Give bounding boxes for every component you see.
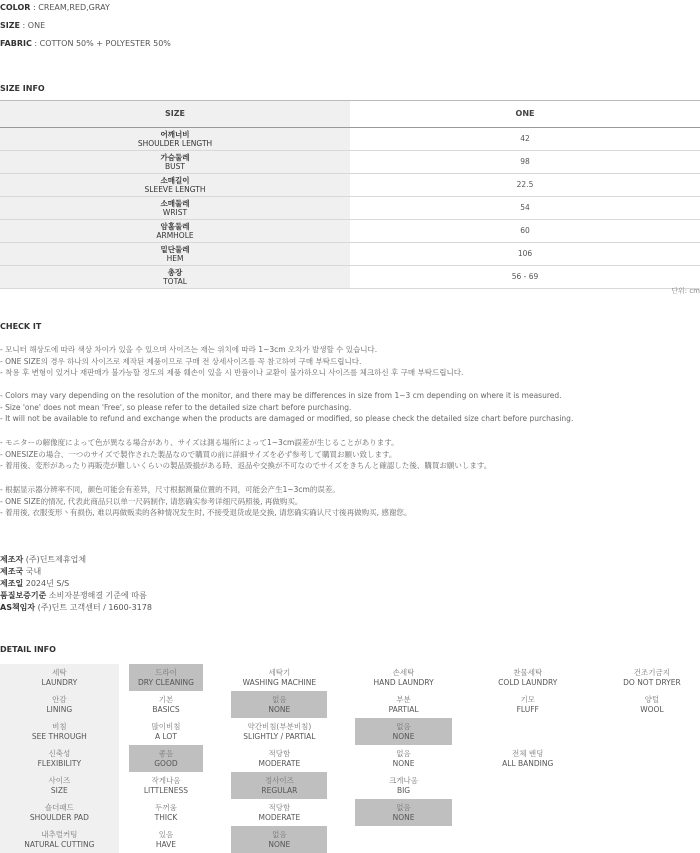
detail-option-en: NONE (392, 758, 415, 768)
detail-option-ko: 세탁기 (268, 667, 291, 677)
detail-category-ko: 안감 (52, 694, 67, 704)
detail-option-en: ALL BANDING (502, 758, 554, 768)
detail-option (231, 799, 327, 826)
check-korean-line: - 착용 후 변형이 있거나 재판매가 불가능할 정도의 제품 훼손이 있을 시 반품이나 교환이 불가하오니 사이즈를 체크하신 후 구매 부탁드립니다. (0, 368, 464, 378)
detail-category-en: NATURAL CUTTING (24, 839, 95, 849)
detail-option (480, 799, 576, 826)
size-row-label-en: ARMHOLE (156, 231, 194, 240)
size-row-label-en: BUST (165, 162, 185, 171)
size-row (0, 220, 700, 243)
maker-value: (주)딘트제휴업체 (23, 555, 87, 564)
detail-option-ko: 없음 (272, 829, 287, 839)
detail-option-ko: 양털 (644, 694, 660, 704)
detail-table (0, 664, 700, 853)
detail-row (0, 664, 700, 691)
manufacturer-line (0, 578, 152, 590)
detail-category-en: LINING (46, 704, 73, 714)
detail-option (480, 691, 576, 718)
fabric-line (0, 38, 171, 49)
size-row-label-ko: 밑단둘레 (160, 245, 190, 254)
detail-row (0, 826, 700, 853)
size-table-header (0, 101, 700, 128)
detail-option-ko: 크게나옴 (389, 775, 419, 785)
detail-option (355, 664, 451, 691)
check-english-line: - Colors may vary depending on the resolution of the monitor, and there may be differences in size from 1~3 cm depending on where it is measured. (0, 391, 562, 400)
detail-option-ko: 약간비침(부분비침) (247, 721, 312, 731)
detail-option-ko: 드라이 (155, 667, 177, 677)
detail-option-ko: 손세탁 (392, 667, 415, 677)
detail-option (480, 772, 576, 799)
detail-option-en: LITTLENESS (143, 785, 189, 795)
size-row (0, 174, 700, 197)
size-row-label-ko: 어깨너비 (160, 130, 190, 139)
detail-option (129, 691, 204, 718)
date-label: 제조일 (0, 579, 24, 588)
size-row-label-en: SHOULDER LENGTH (137, 139, 213, 148)
size-label: SIZE (0, 21, 21, 30)
size-row-value: 56 - 69 (511, 272, 539, 281)
check-english-line: - Size 'one' does not mean 'Free', so please refer to the detailed size chart before purchasing. (0, 402, 352, 412)
size-row-label-en: TOTAL (163, 277, 187, 286)
size-row-label (0, 151, 350, 173)
detail-option-en: A LOT (155, 731, 177, 741)
detail-option-en: PARTIAL (388, 704, 419, 714)
check-japanese (0, 437, 491, 472)
detail-option (355, 745, 451, 772)
detail-category (0, 718, 119, 745)
detail-option-en: REGULAR (261, 785, 298, 795)
detail-option (604, 826, 700, 853)
size-row-value: 22.5 (516, 180, 534, 189)
detail-category-en: SIZE (50, 785, 68, 795)
size-row (0, 151, 700, 174)
size-row-label-ko: 암홀둘레 (160, 222, 190, 231)
detail-option-en: SLIGHTLY / PARTIAL (243, 731, 316, 741)
check-korean-line: - 모니터 해상도에 따라 색상 차이가 있을 수 있으며 사이즈는 재는 위치에 따라 1~3cm 오차가 발생할 수 있습니다. (0, 345, 378, 354)
detail-option (604, 691, 700, 718)
detail-option (231, 664, 327, 691)
manufacturer-line (0, 590, 152, 602)
check-chinese-line: - 着用後, 衣服变形丶有损伤, 难以再做贩卖的各种情况发生时, 不接受退货或是交换, 请您确实确认尺寸後再做购买, 感谢您。 (0, 508, 412, 518)
check-english (0, 390, 573, 425)
size-info-title: SIZE INFO (0, 84, 45, 93)
size-row (0, 243, 700, 266)
color-line (0, 2, 110, 13)
size-table (0, 100, 700, 289)
detail-option (355, 826, 451, 853)
detail-option (604, 664, 700, 691)
country-label: 제조국 (0, 567, 24, 576)
detail-row (0, 718, 700, 745)
detail-option (231, 826, 327, 853)
detail-option-ko: 부분 (396, 694, 411, 704)
size-line (0, 20, 45, 31)
detail-option-en: DRY CLEANING (137, 677, 194, 687)
size-header-label: SIZE (0, 101, 350, 127)
detail-category-ko: 신축성 (48, 748, 71, 758)
size-row-label (0, 174, 350, 196)
detail-category (0, 826, 119, 853)
detail-option-en: NONE (392, 812, 415, 822)
detail-option-en: DO NOT DRYER (623, 677, 681, 687)
check-chinese-line: - 根据显示器分辨率不同，颜色可能会有差异，尺寸根据测量位置的不同，可能会产生1~3cm的误差。 (0, 485, 340, 494)
detail-option (231, 772, 327, 799)
detail-option-ko: 많이비침 (151, 721, 181, 731)
detail-option-ko: 적당함 (268, 748, 291, 758)
detail-option-ko: 있음 (158, 829, 174, 839)
detail-option-ko: 기본 (158, 694, 174, 704)
size-value: : ONE (20, 21, 46, 30)
detail-option-ko: 좋음 (158, 748, 174, 758)
size-row-value: 54 (520, 203, 530, 212)
detail-option-ko: 없음 (272, 694, 287, 704)
maker-label: 제조자 (0, 555, 24, 564)
detail-row (0, 799, 700, 826)
detail-option (129, 772, 204, 799)
country-value: 국내 (23, 567, 42, 576)
warranty-label: 품질보증기준 (0, 591, 47, 600)
detail-category-en: SHOULDER PAD (29, 812, 89, 822)
size-row-value: 98 (520, 157, 530, 166)
detail-option-en: THICK (154, 812, 178, 822)
detail-option (231, 745, 327, 772)
detail-option-ko: 없음 (396, 748, 411, 758)
detail-option-en: HAND LAUNDRY (373, 677, 434, 687)
detail-option-ko: 전체 밴딩 (512, 748, 544, 758)
detail-option (604, 718, 700, 745)
fabric-label: FABRIC (0, 39, 32, 48)
size-row-label-ko: 총장 (167, 268, 183, 277)
detail-option (129, 745, 204, 772)
detail-option-en: COLD LAUNDRY (498, 677, 558, 687)
size-row-label-ko: 소매둘레 (160, 199, 190, 208)
detail-option-en: WOOL (640, 704, 664, 714)
detail-option-en: FLUFF (516, 704, 539, 714)
detail-option (129, 799, 204, 826)
detail-option-ko: 작게나옴 (151, 775, 181, 785)
detail-option-ko: 찬물세탁 (513, 667, 543, 677)
detail-row (0, 772, 700, 799)
detail-option-ko: 없음 (396, 721, 411, 731)
size-row-value: 42 (520, 134, 530, 143)
size-row (0, 197, 700, 220)
detail-option (480, 826, 576, 853)
size-row-label (0, 243, 350, 265)
detail-category-ko: 사이즈 (48, 775, 71, 785)
detail-option-en: NONE (268, 704, 291, 714)
manufacturer-line (0, 602, 152, 614)
size-row-value: 106 (517, 249, 533, 258)
detail-option-en: HAVE (155, 839, 177, 849)
detail-option-ko: 건조기금지 (633, 667, 671, 677)
detail-option-ko: 정사이즈 (264, 775, 294, 785)
check-chinese-line: - ONE SIZE的情况, 代表此商品只以单一尺码制作, 请您确实参考详细尺码照後, 再做购买。 (0, 496, 303, 506)
size-row-label (0, 266, 350, 288)
detail-row (0, 745, 700, 772)
check-english-line: - It will not be available to refund and exchange when the products are damaged or modified, so please check the detailed size chart before purchasing. (0, 414, 574, 424)
check-it-title: CHECK IT (0, 322, 42, 331)
detail-option-en: MODERATE (258, 812, 301, 822)
detail-category-en: LAUNDRY (41, 677, 78, 687)
detail-option (604, 745, 700, 772)
detail-option (231, 718, 327, 745)
fabric-value: : COTTON 50% + POLYESTER 50% (31, 39, 171, 48)
detail-category-ko: 내추럴커팅 (41, 829, 78, 839)
size-row-label (0, 220, 350, 242)
detail-row (0, 691, 700, 718)
size-row-label-ko: 소매길이 (160, 176, 190, 185)
detail-option-en: MODERATE (258, 758, 301, 768)
size-row (0, 128, 700, 151)
detail-category-ko: 비침 (52, 721, 67, 731)
detail-option (355, 718, 451, 745)
size-row-label (0, 128, 350, 150)
detail-option (231, 691, 327, 718)
detail-option (355, 799, 451, 826)
check-chinese (0, 484, 411, 519)
manufacturer-line (0, 554, 152, 566)
size-header-value: ONE (515, 109, 535, 118)
detail-category (0, 799, 119, 826)
detail-option (604, 799, 700, 826)
size-row-label (0, 197, 350, 219)
manufacturer-info (0, 554, 152, 614)
detail-option-ko: 없음 (396, 802, 411, 812)
detail-option (129, 826, 204, 853)
warranty-value: 소비자분쟁해결 기준에 따름 (46, 591, 147, 600)
size-row-label-ko: 가슴둘레 (160, 153, 190, 162)
check-japanese-line: - 着用後、変形があったり再販売が難しいくらいの製品毀損がある時、返品や交換が不可なのでサイズをきちんと確認した後、購買お願いします。 (0, 461, 492, 471)
detail-option (480, 664, 576, 691)
detail-category-ko: 세탁 (52, 667, 67, 677)
detail-option-ko: 적당함 (268, 802, 291, 812)
detail-option-en: NONE (268, 839, 291, 849)
detail-option (355, 772, 451, 799)
check-japanese-line: - モニターの解像度によって色が異なる場合があり、サイズは測る場所によって1~3cm誤差が生じることがあります。 (0, 438, 399, 447)
detail-category (0, 772, 119, 799)
detail-category-en: SEE THROUGH (31, 731, 87, 741)
detail-category (0, 691, 119, 718)
detail-option (355, 691, 451, 718)
check-korean (0, 344, 463, 379)
color-value: : CREAM,RED,GRAY (30, 3, 110, 12)
detail-category-ko: 숄더패드 (44, 802, 74, 812)
as-value: (주)딘트 고객센터 / 1600-3178 (35, 603, 152, 612)
detail-option-en: GOOD (154, 758, 178, 768)
detail-category (0, 745, 119, 772)
detail-option (604, 772, 700, 799)
detail-option-ko: 두꺼움 (155, 802, 177, 812)
check-korean-line: - ONE SIZE의 경우 하나의 사이즈로 제작된 제품이므로 구매 전 상세사이즈를 꼭 참고하여 구매 부탁드립니다. (0, 356, 362, 366)
manufacturer-line (0, 566, 152, 578)
color-label: COLOR (0, 3, 31, 12)
size-row-label-en: HEM (166, 254, 184, 263)
detail-option (480, 745, 576, 772)
detail-category-en: FLEXIBILITY (37, 758, 82, 768)
check-japanese-line: - ONESIZEの場合、一つのサイズで製作された製品なので購買の前に詳細サイズを必ず参考して購買お願い致します。 (0, 449, 397, 459)
detail-option-en: BIG (396, 785, 411, 795)
detail-info-title: DETAIL INFO (0, 645, 56, 654)
size-row-label-en: WRIST (162, 208, 188, 217)
size-unit: 단위: cm (671, 287, 700, 295)
detail-option (480, 718, 576, 745)
size-row (0, 266, 700, 289)
detail-option-en: BASICS (152, 704, 180, 714)
detail-category (0, 664, 119, 691)
detail-option (129, 664, 204, 691)
date-value: 2024년 S/S (23, 579, 70, 588)
detail-option-en: NONE (392, 731, 415, 741)
size-row-label-en: SLEEVE LENGTH (144, 185, 206, 194)
detail-option (129, 718, 204, 745)
detail-option-ko: 기모 (520, 694, 535, 704)
as-label: AS책임자 (0, 603, 36, 612)
detail-option-en: WASHING MACHINE (242, 677, 317, 687)
size-row-value: 60 (520, 226, 530, 235)
